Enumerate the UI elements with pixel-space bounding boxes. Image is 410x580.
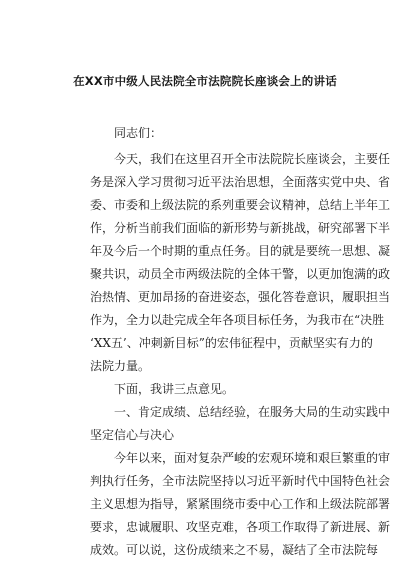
- paragraph-1-line: 法院力量。: [90, 359, 151, 373]
- paragraph-1-line: 年及今后一个时期的重点任务。目的就是要统一思想、凝: [90, 244, 391, 258]
- paragraph-3-line: 成效。可以说，这份成绩来之不易，凝结了全市法院每: [90, 543, 379, 557]
- heading-1-line: 一、肯定成绩、总结经验，在服务大局的生动实践中: [114, 405, 391, 419]
- paragraph-1-line: 务是深入学习贯彻习近平法治思想，全面落实党中央、省: [90, 175, 391, 189]
- paragraph-3-line: 主义思想为指导，紧紧围绕市委中心工作和上级法院部署: [90, 497, 391, 511]
- paragraph-3-line: 判执行任务，全市法院坚持以习近平新时代中国特色社会: [90, 474, 391, 488]
- heading-1-line: 坚定信心与决心: [90, 428, 175, 442]
- paragraph-1-line: 委、市委和上级法院的系列重要会议精神，总结上半年工: [90, 198, 391, 212]
- salutation: 同志们：: [114, 126, 163, 140]
- paragraph-3-line: 今年以来，面对复杂严峻的宏观环境和艰巨繁重的审: [114, 451, 391, 465]
- paragraph-1-line: 治热情、更加昂扬的奋进姿态，强化答卷意识，履职担当: [90, 290, 391, 304]
- paragraph-1-line: 作，分析当前我们面临的新形势与新挑战，研究部署下半: [90, 221, 391, 235]
- document-title: 在XX市中级人民法院全市法院院长座谈会上的讲话: [73, 74, 337, 88]
- paragraph-1-line: 聚共识，动员全市两级法院的全体干警，以更加饱满的政: [90, 267, 391, 281]
- paragraph-2-line: 下面，我讲三点意见。: [114, 382, 235, 396]
- paragraph-1-line: 今天，我们在这里召开全市法院院长座谈会，主要任: [114, 152, 391, 166]
- paragraph-1-line: ‘XX五’、冲刺新目标”的宏伟征程中，贡献坚实有力的: [90, 336, 373, 350]
- paragraph-1-line: 作为，全力以赴完成全年各项目标任务，为我市在“决胜: [90, 313, 385, 327]
- paragraph-3-line: 要求，忠诚履职、攻坚克难，各项工作取得了新进展、新: [90, 520, 391, 534]
